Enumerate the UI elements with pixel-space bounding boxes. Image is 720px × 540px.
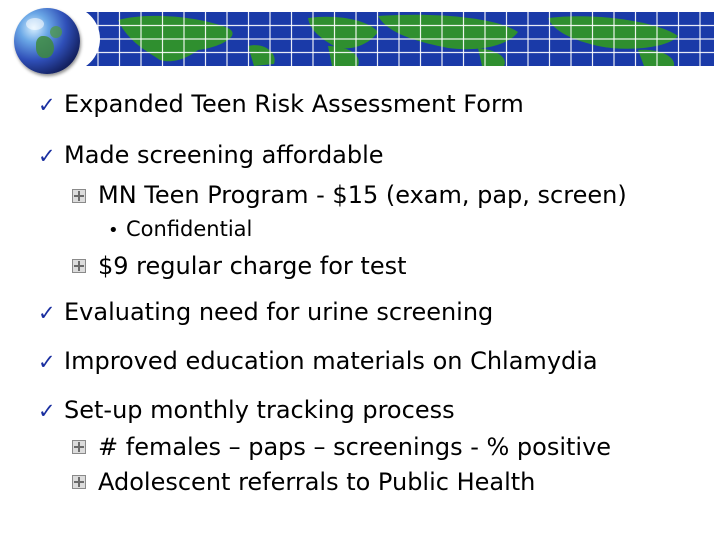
list-item [98, 435, 611, 459]
list-item-text: Confidential [126, 217, 253, 241]
list-item [38, 398, 455, 422]
list-item [38, 92, 524, 116]
dot-bullet-icon: • [108, 220, 119, 241]
checkmark-icon: ✓ [38, 350, 56, 374]
list-item-text: Set-up monthly tracking process [64, 396, 455, 424]
list-item [98, 254, 407, 278]
list-item-text: Made screening affordable [64, 141, 384, 169]
list-item-text: # females – paps – screenings - % positive [98, 433, 612, 461]
list-item [38, 349, 598, 373]
square-bullet-icon [72, 259, 86, 273]
list-item [108, 219, 252, 240]
list-item [98, 470, 535, 494]
list-item-text: MN Teen Program - $15 (exam, pap, screen) [98, 181, 627, 209]
square-bullet-icon [72, 475, 86, 489]
square-bullet-icon [72, 189, 86, 203]
list-item-text: Improved education materials on Chlamydia [64, 347, 598, 375]
checkmark-icon: ✓ [38, 93, 56, 117]
list-item-text: Adolescent referrals to Public Health [98, 468, 536, 496]
checkmark-icon: ✓ [38, 399, 56, 423]
list-item [38, 300, 493, 324]
globe-logo [14, 8, 80, 74]
world-map-graphic [78, 12, 714, 66]
list-item [38, 143, 384, 167]
list-item-text: Expanded Teen Risk Assessment Form [64, 90, 524, 118]
list-item-text: $9 regular charge for test [98, 252, 407, 280]
checkmark-icon: ✓ [38, 301, 56, 325]
square-bullet-icon [72, 440, 86, 454]
list-item-text: Evaluating need for urine screening [64, 298, 494, 326]
world-map-banner [78, 12, 714, 66]
list-item [98, 183, 627, 207]
checkmark-icon: ✓ [38, 144, 56, 168]
